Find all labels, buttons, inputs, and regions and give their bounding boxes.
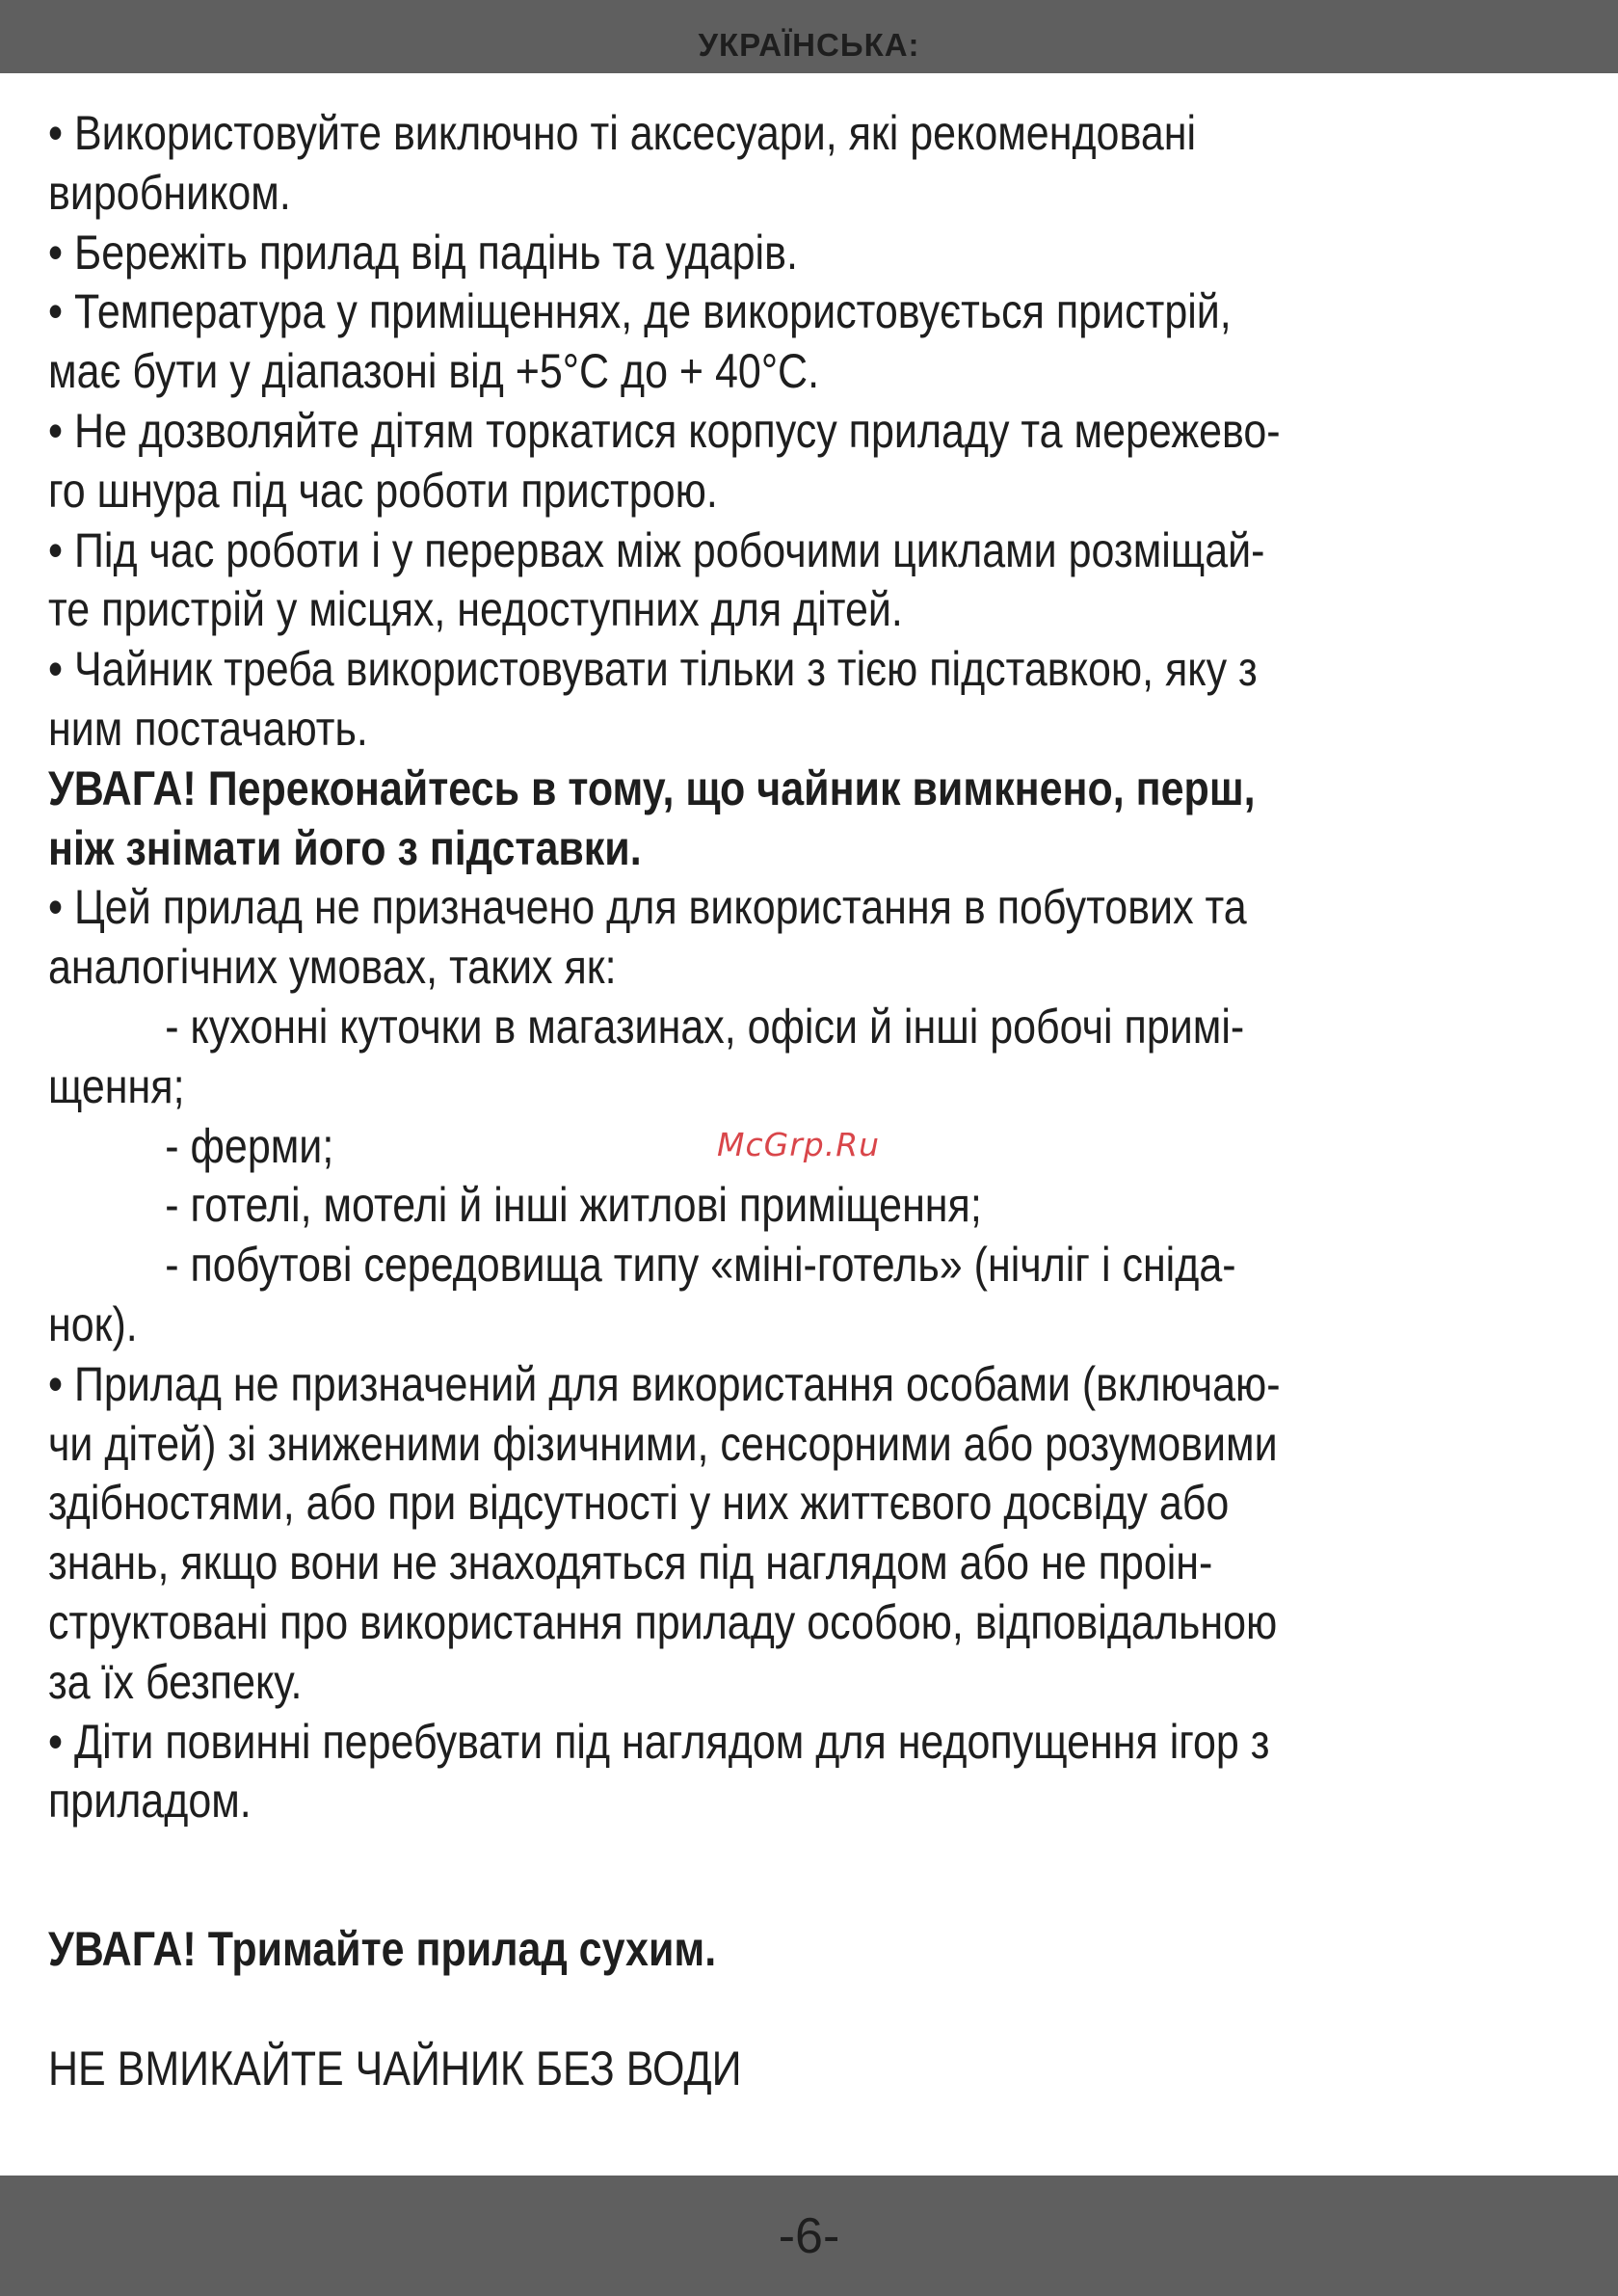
warning-water-line: НЕ ВМИКАЙТЕ ЧАЙНИК БЕЗ ВОДИ [48, 2041, 742, 2096]
page-number: -6- [778, 2207, 840, 2264]
text-line: те пристрій у місцях, недоступних для дітей. [48, 582, 903, 637]
text-line: щення; [48, 1058, 185, 1113]
text-line: нок). [48, 1296, 138, 1351]
text-line: приладом. [48, 1774, 252, 1829]
text-line: го шнура під час роботи пристрою. [48, 463, 718, 518]
bullet-line: • Прилад не призначений для використання особами (включаю- [48, 1356, 1281, 1411]
text-line: аналогічних умовах, таких як: [48, 940, 617, 995]
bullet-line: • Діти повинні перебувати під наглядом для недопущення ігор з [48, 1714, 1270, 1769]
text-line: ним постачають. [48, 701, 368, 756]
sub-item-line: - готелі, мотелі й інші житлові приміщення; [165, 1178, 982, 1233]
paragraph-gap [48, 1980, 1573, 2040]
bullet-line: • Цей прилад не призначено для використання в побутових та [48, 880, 1247, 935]
bullet-line: • Чайник треба використовувати тільки з тією підставкою, яку з [48, 642, 1258, 697]
language-heading: УКРАЇНСЬКА: [698, 27, 920, 63]
warning-line: УВАГА! Переконайтесь в тому, що чайник вимкнено, перш, [48, 761, 1256, 815]
sub-item-line: - побутові середовища типу «міні-готель» (нічліг і сніда- [165, 1238, 1236, 1293]
warning-dry-line: УВАГА! Тримайте прилад сухим. [48, 1922, 717, 1977]
bullet-line: • Під час роботи і у перервах між робочими циклами розміщай- [48, 522, 1265, 577]
bullet-line: • Використовуйте виключно ті аксесуари, які рекомендовані [48, 106, 1197, 160]
paragraph-gap [48, 1831, 1573, 1920]
text-line: знань, якщо вони не знаходяться під наглядом або не проін- [48, 1535, 1213, 1590]
text-line: структовані про використання приладу особою, відповідальною [48, 1594, 1278, 1649]
warning-line: ніж знімати його з підставки. [48, 820, 642, 875]
bullet-line: • Не дозволяйте дітям торкатися корпусу приладу та мережево- [48, 403, 1281, 458]
watermark-text: McGrp.Ru [717, 1126, 881, 1163]
bullet-line: • Температура у приміщеннях, де використовується пристрій, [48, 284, 1232, 339]
header-bar [0, 0, 1618, 73]
text-line: за їх безпеку. [48, 1654, 303, 1709]
footer-bar [0, 2176, 1618, 2296]
sub-item-line: - кухонні куточки в магазинах, офіси й інші робочі примі- [165, 999, 1245, 1054]
text-line: має бути у діапазоні від +5°С до + 40°С. [48, 344, 820, 399]
text-line: здібностями, або при відсутності у них життєвого досвіду або [48, 1476, 1230, 1531]
text-line: чи дітей) зі зниженими фізичними, сенсорними або розумовими [48, 1416, 1278, 1471]
sub-item-line: - ферми; [165, 1118, 334, 1173]
document-body [48, 104, 1573, 2099]
bullet-line: • Бережіть прилад від падінь та ударів. [48, 225, 798, 280]
text-line: виробником. [48, 165, 291, 220]
